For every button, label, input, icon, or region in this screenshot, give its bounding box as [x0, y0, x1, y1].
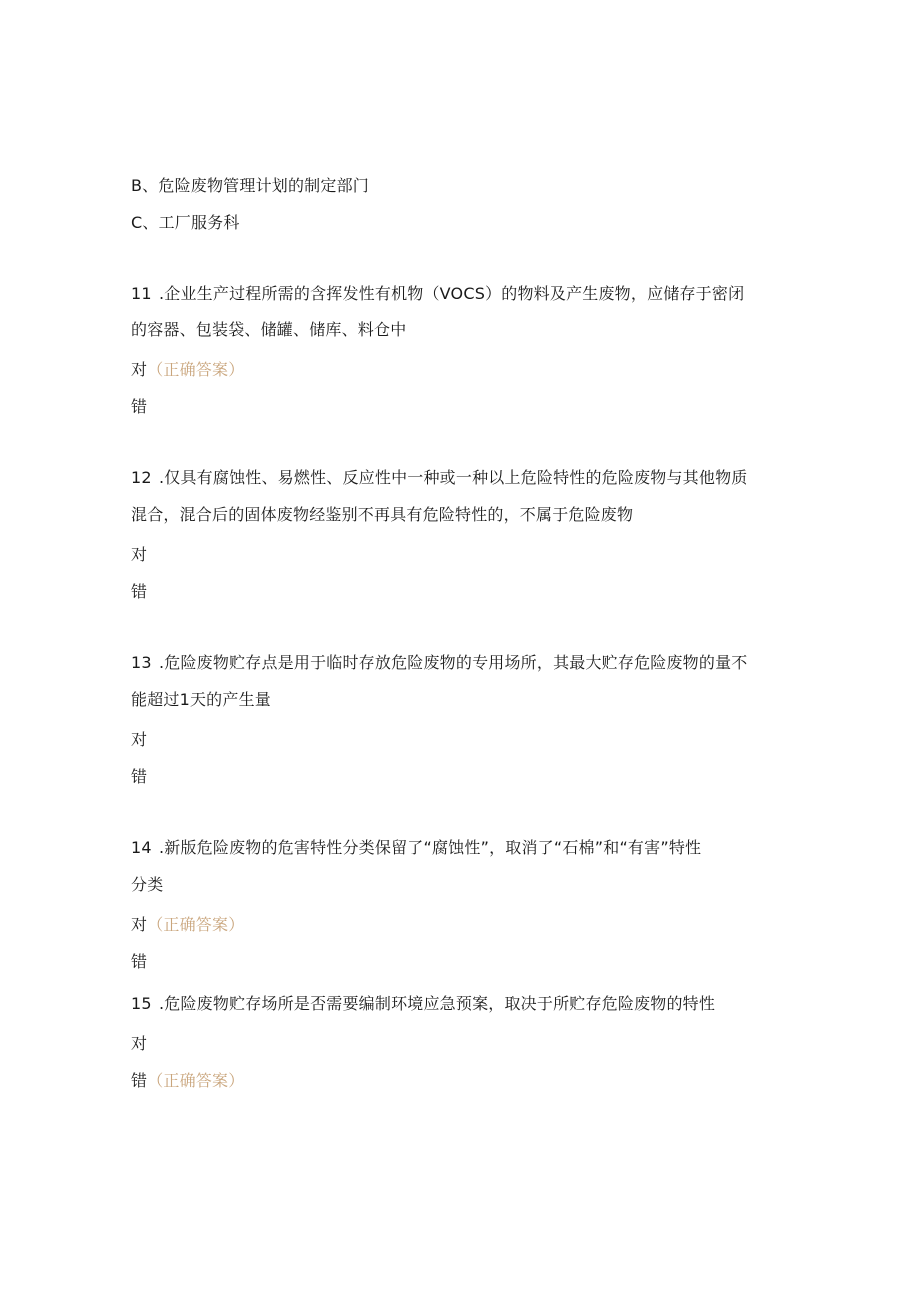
- option-label: 对: [131, 360, 148, 379]
- question-14-option-false[interactable]: [131, 952, 147, 972]
- option-b: B、危险废物管理计划的制定部门: [131, 176, 369, 195]
- question-14-line2: 分类: [131, 875, 164, 894]
- question-number: 13: [131, 653, 152, 672]
- question-11-line2: 的容器、包装袋、储罐、储库、料仓中: [131, 320, 407, 339]
- correct-answer-mark: （正确答案）: [147, 360, 245, 379]
- question-12-option-false[interactable]: [131, 582, 147, 602]
- question-number: 11: [131, 284, 152, 303]
- question-12-line1: [131, 468, 748, 488]
- question-text: .新版危险废物的危害特性分类保留了“腐蚀性”，取消了“石棉”和“有害”特性: [159, 838, 702, 857]
- question-text: .仅具有腐蚀性、易燃性、反应性中一种或一种以上危险特性的危险废物与其他物质: [159, 468, 748, 487]
- option-label: 错: [131, 767, 148, 786]
- question-15-line1: [131, 994, 715, 1014]
- correct-answer-mark: （正确答案）: [147, 915, 245, 934]
- question-12-line2: 混合，混合后的固体废物经鉴别不再具有危险特性的，不属于危险废物: [131, 505, 634, 524]
- option-label: 对: [131, 545, 148, 564]
- question-13-line2: 能超过1天的产生量: [131, 690, 271, 709]
- question-13-option-false[interactable]: [131, 767, 147, 787]
- correct-answer-mark: （正确答案）: [147, 1071, 245, 1090]
- question-11-option-true[interactable]: [131, 360, 244, 380]
- question-11-line1: [131, 284, 744, 304]
- question-12-option-true[interactable]: [131, 545, 147, 565]
- option-label: 错: [131, 397, 148, 416]
- option-label: 对: [131, 915, 148, 934]
- question-11-option-false[interactable]: [131, 397, 147, 417]
- question-15-option-true[interactable]: [131, 1034, 147, 1054]
- question-13-option-true[interactable]: [131, 730, 147, 750]
- question-14-option-true[interactable]: [131, 915, 244, 935]
- question-14-line1: [131, 838, 701, 858]
- option-c: C、工厂服务科: [131, 213, 240, 232]
- question-15-option-false[interactable]: [131, 1071, 244, 1091]
- question-number: 14: [131, 838, 152, 857]
- question-text: .危险废物贮存场所是否需要编制环境应急预案，取决于所贮存危险废物的特性: [159, 994, 716, 1013]
- option-label: 对: [131, 730, 148, 749]
- option-label: 错: [131, 952, 148, 971]
- question-number: 15: [131, 994, 152, 1013]
- question-text: .危险废物贮存点是用于临时存放危险废物的专用场所，其最大贮存危险废物的量不: [159, 653, 748, 672]
- option-label: 错: [131, 582, 148, 601]
- question-number: 12: [131, 468, 152, 487]
- question-13-line1: [131, 653, 748, 673]
- option-label: 对: [131, 1034, 148, 1053]
- option-label: 错: [131, 1071, 148, 1090]
- question-text: .企业生产过程所需的含挥发性有机物（VOCS）的物料及产生废物，应储存于密闭: [159, 284, 745, 303]
